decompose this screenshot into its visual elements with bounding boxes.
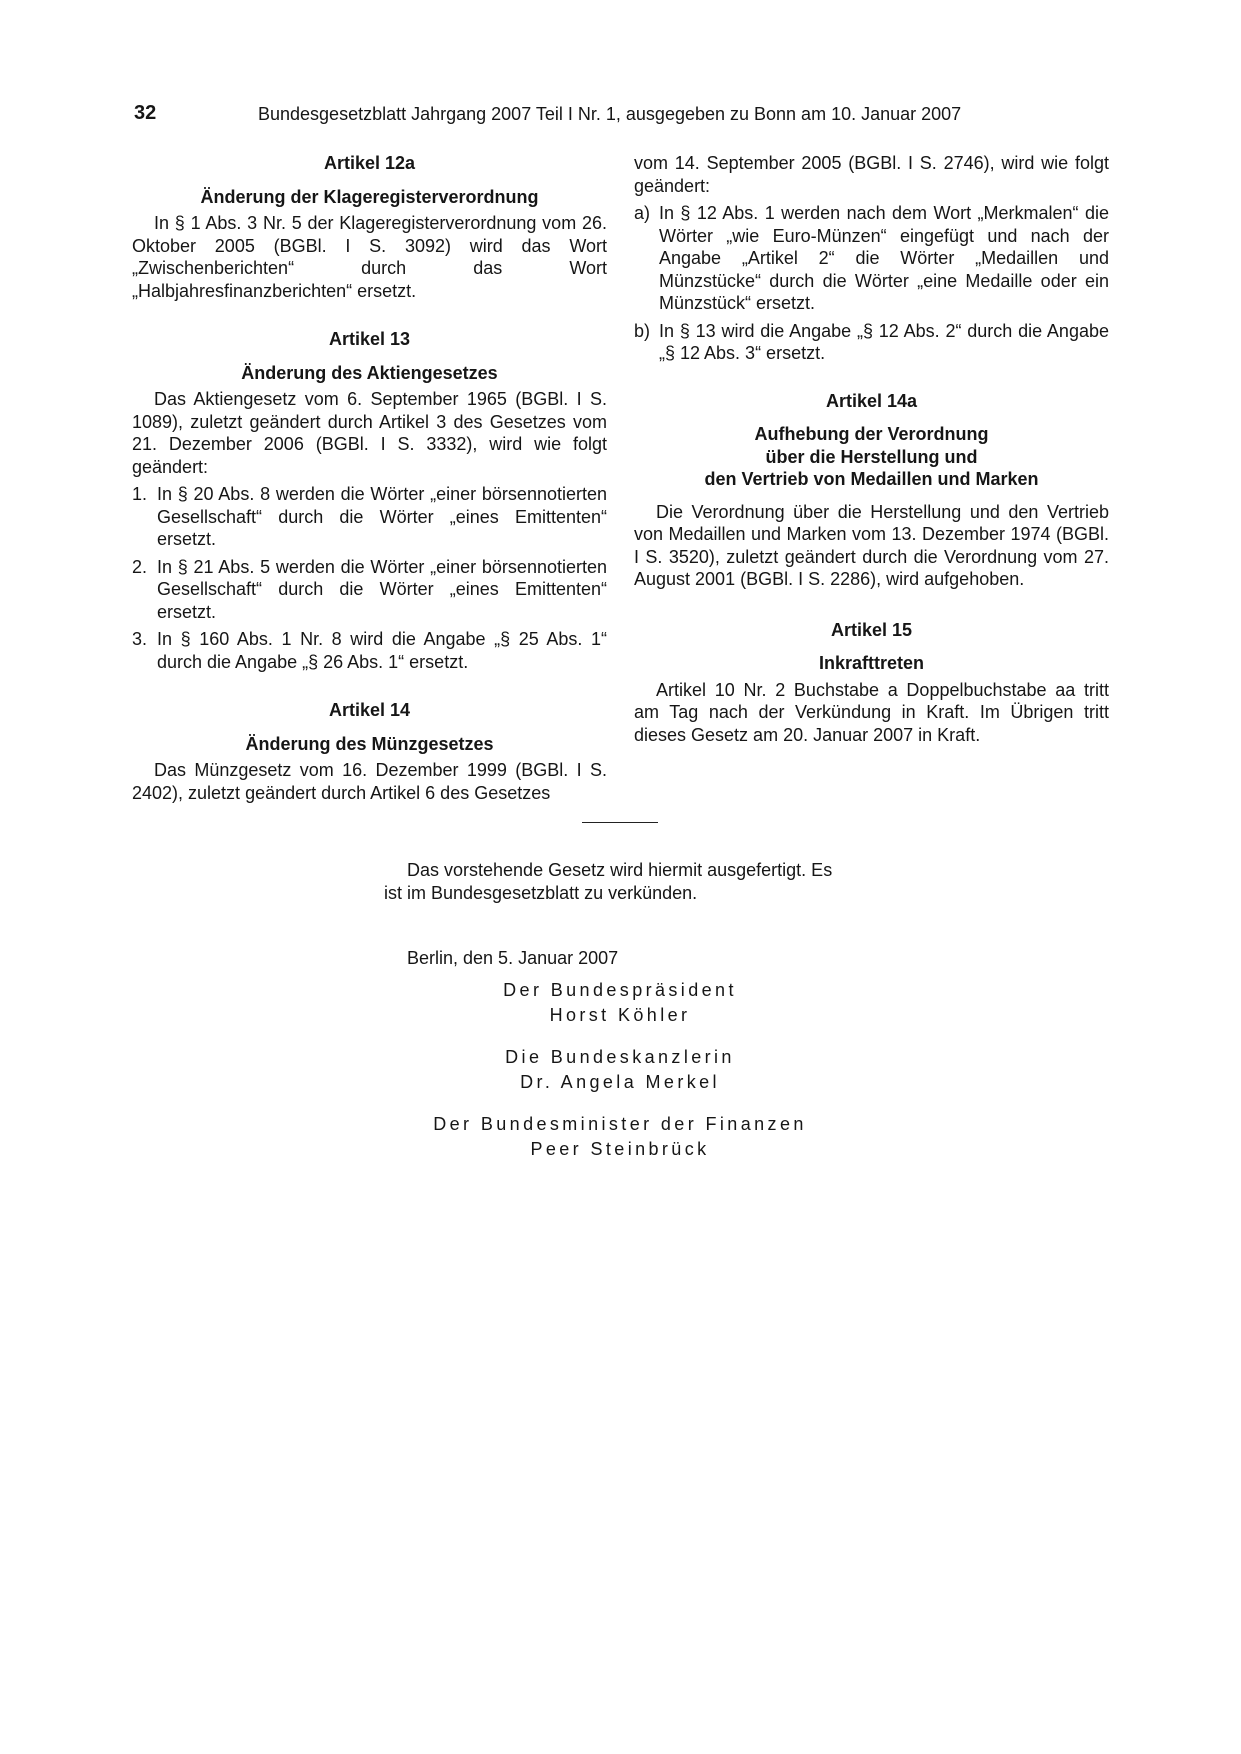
list-item: [132, 483, 607, 551]
list-item-text: In § 21 Abs. 5 werden die Wörter „einer börsennotierten Gesellschaft“ durch die Wörter „eines Emittenten“ ersetzt.: [157, 556, 607, 622]
list-item: [132, 628, 607, 673]
right-column: [634, 152, 1109, 746]
article-14-continued: [634, 152, 1109, 365]
signatory-office: Die Bundeskanzlerin: [505, 1047, 735, 1067]
article-13: [132, 328, 607, 673]
page-number: 32: [134, 102, 157, 124]
promulgation-line: ist im Bundesgesetzblatt zu verkünden.: [384, 883, 698, 903]
article-15: [634, 619, 1109, 747]
article-title-line: den Vertrieb von Medaillen und Marken: [704, 469, 1039, 489]
signature-block-chancellor: [400, 1045, 840, 1095]
article-body: Die Verordnung über die Herstellung und den Vertrieb von Medaillen und Marken vom 13. Dezember 1974 (BGBl. I S. 3520), zuletzt geändert durch die Verordnung vom 27. August 2001 (BGBl. I S. 2286), wird aufgehoben.: [634, 501, 1109, 589]
article-title: Änderung der Klageregisterverordnung: [200, 186, 539, 207]
list-marker: b): [634, 320, 651, 341]
article-number: Artikel 14a: [825, 390, 918, 411]
article-14: [132, 699, 607, 804]
amendment-list: [634, 202, 1109, 365]
list-item: [132, 556, 607, 624]
left-column: [132, 152, 607, 804]
article-title-line: über die Herstellung und: [765, 446, 978, 467]
signature-block-finance-minister: [400, 1112, 840, 1162]
list-marker: 2.: [132, 556, 148, 577]
article-title: Änderung des Münzgesetzes: [245, 733, 494, 754]
article-body: Das Aktiengesetz vom 6. September 1965 (BGBl. I S. 1089), zuletzt geändert durch Artikel 3 des Gesetzes vom 21. Dezember 2006 (BGBl. I S. 3332), wird wie folgt geändert:: [132, 389, 607, 477]
list-item-text: In § 13 wird die Angabe „§ 12 Abs. 2“ durch die Angabe „§ 12 Abs. 3“ ersetzt.: [659, 320, 1109, 363]
article-number: Artikel 15: [830, 619, 913, 640]
article-14a: [634, 390, 1109, 591]
list-item-text: In § 20 Abs. 8 werden die Wörter „einer börsennotierten Gesellschaft“ durch die Wörter „eines Emittenten“ ersetzt.: [157, 484, 607, 549]
amendment-list: [132, 483, 607, 673]
article-number: Artikel 12a: [323, 153, 416, 173]
promulgation-clause: [384, 859, 874, 905]
list-item-text: In § 160 Abs. 1 Nr. 8 wird die Angabe „§ 25 Abs. 1“ durch die Angabe „§ 26 Abs. 1“ ersetzt.: [157, 629, 607, 672]
article-body: Das Münzgesetz vom 16. Dezember 1999 (BGBl. I S. 2402), zuletzt geändert durch Artikel 6 des Gesetzes: [132, 760, 607, 803]
article-title: Änderung des Aktiengesetzes: [241, 362, 498, 383]
article-title: [634, 423, 1109, 491]
signatory-name: Dr. Angela Merkel: [520, 1072, 720, 1092]
list-item: [634, 320, 1109, 365]
signing-place-date: Berlin, den 5. Januar 2007: [407, 948, 619, 968]
list-marker: a): [634, 203, 651, 223]
signature-block-president: [400, 978, 840, 1028]
article-body: Artikel 10 Nr. 2 Buchstabe a Doppelbuchstabe aa tritt am Tag nach der Verkündung in Kraft. Im Übrigen tritt dieses Gesetz am 20. Januar 2007 in Kraft.: [634, 679, 1109, 745]
article-body: In § 1 Abs. 3 Nr. 5 der Klageregisterverordnung vom 26. Oktober 2005 (BGBl. I S. 3092) wird das Wort „Zwischenberichten“ durch das Wort „Halbjahresfinanzberichten“ ersetzt.: [132, 213, 607, 301]
running-head: Bundesgesetzblatt Jahrgang 2007 Teil I Nr. 1, ausgegeben zu Bonn am 10. Januar 2007: [258, 104, 962, 124]
article-title-line: Aufhebung der Verordnung: [754, 424, 989, 444]
list-marker: 3.: [132, 629, 148, 649]
signatory-office: Der Bundesminister der Finanzen: [433, 1114, 807, 1134]
list-item: [634, 202, 1109, 315]
section-divider: [582, 822, 658, 823]
list-item-text: In § 12 Abs. 1 werden nach dem Wort „Merkmalen“ die Wörter „wie Euro-Münzen“ eingefügt und nach der Angabe „Artikel 2“ die Wörter „Medaillen und Münzstücke“ durch die Wörter „eine Medaille oder ein Münzstück“ ersetzt.: [659, 203, 1109, 313]
list-marker: 1.: [132, 484, 148, 504]
promulgation-line: Das vorstehende Gesetz wird hiermit ausgefertigt. Es: [407, 860, 833, 880]
signatory-name: Peer Steinbrück: [530, 1139, 710, 1159]
article-body: vom 14. September 2005 (BGBl. I S. 2746), wird wie folgt geändert:: [634, 153, 1109, 196]
signatory-office: Der Bundespräsident: [503, 980, 737, 1000]
signatory-name: Horst Köhler: [549, 1005, 691, 1025]
article-number: Artikel 14: [328, 700, 411, 720]
article-title: Inkrafttreten: [818, 653, 925, 673]
article-number: Artikel 13: [328, 329, 411, 349]
article-12a: [132, 152, 607, 302]
